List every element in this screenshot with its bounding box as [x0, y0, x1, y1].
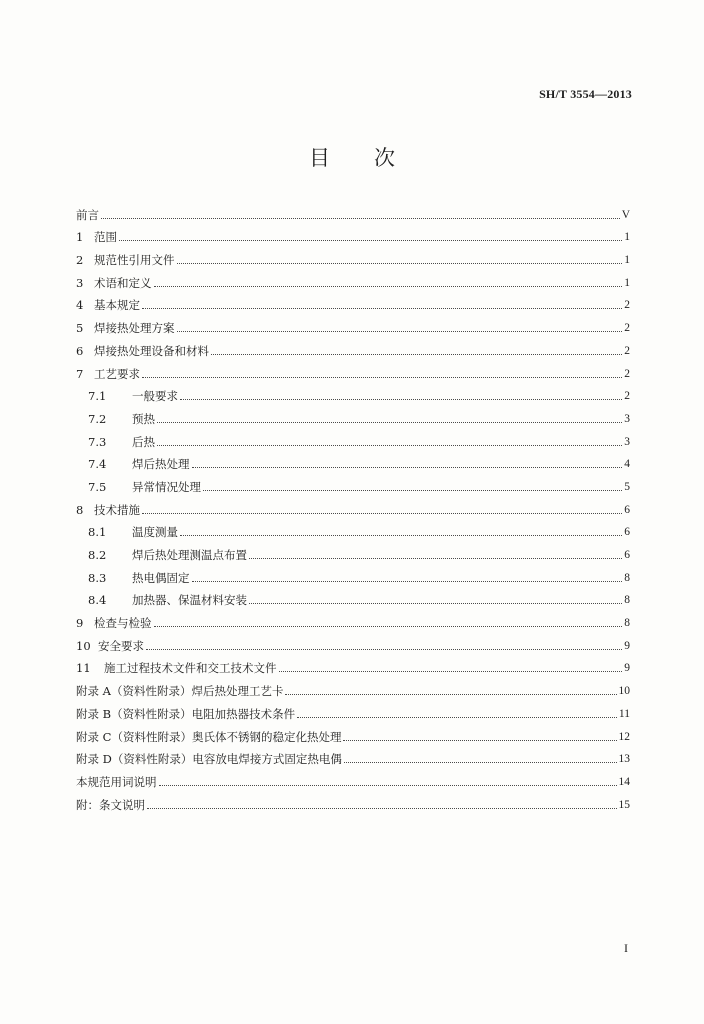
toc-dot-leader — [154, 286, 623, 287]
toc-entry-label: 附：条文说明 — [76, 797, 145, 812]
toc-dot-leader — [177, 263, 623, 264]
toc-entry[interactable] — [76, 607, 630, 630]
toc-entry-label: 技术措施 — [94, 502, 140, 517]
toc-entry-label: 预热 — [132, 411, 155, 426]
toc-entry-label: 后热 — [132, 434, 155, 449]
toc-entry-page-number: 10 — [618, 685, 630, 698]
toc-entry[interactable] — [76, 267, 630, 290]
toc-entry-page-number: 2 — [624, 322, 630, 335]
toc-entry-number: 5 — [76, 321, 84, 336]
toc-entry-page-number: 15 — [618, 798, 630, 811]
toc-entry[interactable] — [76, 789, 630, 812]
toc-entry[interactable] — [76, 585, 630, 608]
toc-entry-page-number: 2 — [624, 367, 630, 380]
toc-entry-number: 7.3 — [88, 434, 107, 449]
toc-entry[interactable] — [76, 562, 630, 585]
toc-entry-label: 范围 — [94, 230, 117, 245]
toc-entry-label: 焊后热处理 — [132, 457, 190, 472]
toc-entry-page-number: 8 — [624, 617, 630, 630]
toc-dot-leader — [180, 535, 622, 536]
toc-entry-label: 加热器、保温材料安装 — [132, 593, 247, 608]
toc-entry-label: 焊接热处理方案 — [94, 321, 175, 336]
toc-entry[interactable] — [76, 675, 630, 698]
toc-entry[interactable] — [76, 744, 630, 767]
toc-entry-label: 附录 D（资料性附录）电容放电焊接方式固定热电偶 — [76, 752, 342, 767]
toc-entry-label: 一般要求 — [132, 389, 178, 404]
toc-dot-leader — [142, 513, 622, 514]
toc-entry[interactable] — [76, 494, 630, 517]
toc-entry-page-number: 2 — [624, 299, 630, 312]
toc-dot-leader — [192, 467, 623, 468]
toc-entry-number: 10 — [76, 638, 91, 653]
toc-entry-number: 7.5 — [88, 479, 107, 494]
toc-entry-page-number: 1 — [624, 231, 630, 244]
toc-entry[interactable] — [76, 290, 630, 313]
toc-entry-number: 8.4 — [88, 593, 107, 608]
toc-entry-label: 附录 A（资料性附录）焊后热处理工艺卡 — [76, 684, 284, 699]
toc-entry-page-number: 6 — [624, 526, 630, 539]
toc-entry-number: 8.2 — [88, 548, 107, 562]
toc-entry-page-number: 4 — [624, 458, 630, 471]
toc-entry-label: 温度测量 — [132, 525, 178, 540]
toc-entry-page-number: 8 — [624, 594, 630, 607]
toc-entry-label: 前言 — [76, 207, 99, 222]
toc-entry-number: 2 — [76, 253, 84, 268]
toc-entry[interactable] — [76, 630, 630, 653]
toc-dot-leader — [147, 808, 617, 809]
toc-dot-leader — [279, 671, 623, 672]
toc-entry-label: 规范性引用文件 — [94, 253, 175, 268]
toc-entry-label: 安全要求 — [98, 638, 144, 653]
toc-entry-label: 术语和定义 — [94, 275, 152, 290]
toc-dot-leader — [146, 649, 622, 650]
toc-dot-leader — [249, 558, 622, 559]
toc-dot-leader — [157, 422, 622, 423]
toc-entry[interactable] — [76, 426, 630, 449]
toc-entry[interactable] — [76, 766, 630, 789]
toc-entry[interactable] — [76, 199, 630, 222]
toc-entry-label: 异常情况处理 — [132, 479, 201, 494]
toc-entry-label: 焊后热处理测温点布置 — [132, 548, 247, 562]
toc-entry-page-number: 14 — [618, 775, 630, 788]
toc-dot-leader — [119, 240, 622, 241]
toc-entry-number: 3 — [76, 275, 84, 290]
toc-entry-label: 本规范用词说明 — [76, 774, 157, 789]
toc-dot-leader — [101, 218, 620, 219]
toc-entry-page-number: 5 — [624, 480, 630, 493]
toc-dot-leader — [203, 490, 622, 491]
page-folio: I — [624, 941, 628, 955]
toc-entry-page-number: V — [621, 208, 630, 221]
toc-dot-leader — [142, 377, 622, 378]
toc-entry-page-number: 1 — [624, 254, 630, 267]
toc-entry[interactable] — [76, 244, 630, 267]
toc-dot-leader — [142, 308, 622, 309]
toc-dot-leader — [285, 694, 616, 695]
toc-entry[interactable] — [76, 449, 630, 472]
page-title: 目次 — [309, 146, 439, 170]
toc-entry-page-number: 2 — [624, 344, 630, 357]
toc-entry-label: 附录 C（资料性附录）奥氏体不锈钢的稳定化热处理 — [76, 729, 342, 744]
toc-entry-page-number: 6 — [624, 549, 630, 561]
toc-entry[interactable] — [76, 539, 630, 562]
standard-code: SH/T 3554—2013 — [539, 87, 632, 101]
toc-entry-number: 7.4 — [88, 457, 107, 472]
toc-entry-page-number: 2 — [624, 390, 630, 403]
toc-entry-number: 6 — [76, 343, 84, 358]
toc-entry-page-number: 1 — [624, 276, 630, 289]
toc-entry[interactable] — [76, 335, 630, 358]
toc-entry-label: 基本规定 — [94, 298, 140, 313]
toc-entry[interactable] — [76, 358, 630, 381]
toc-entry-label: 热电偶固定 — [132, 570, 190, 585]
toc-entry-label: 附录 B（资料性附录）电阻加热器技术条件 — [76, 706, 296, 721]
toc-entry-label: 检查与检验 — [94, 616, 152, 631]
toc-entry-number: 7.2 — [88, 411, 107, 426]
toc-entry-label: 工艺要求 — [94, 366, 140, 381]
toc-entry-number: 8.3 — [88, 570, 107, 585]
toc-entry[interactable] — [76, 222, 630, 245]
toc-dot-leader — [297, 717, 617, 718]
toc-entry-number: 11 — [76, 661, 91, 676]
toc-dot-leader — [159, 785, 617, 786]
toc-entry-page-number: 3 — [624, 412, 630, 425]
toc-entry[interactable] — [76, 312, 630, 335]
toc-entry[interactable] — [76, 517, 630, 540]
toc-entry-label: 施工过程技术文件和交工技术文件 — [104, 661, 277, 676]
toc-entry-page-number: 3 — [624, 435, 630, 448]
toc-dot-leader — [344, 762, 617, 763]
toc-dot-leader — [177, 331, 623, 332]
toc-entry-page-number: 6 — [624, 503, 630, 516]
toc-entry-page-number: 8 — [624, 571, 630, 584]
toc-entry-number: 8.1 — [88, 525, 107, 540]
toc-entry[interactable] — [76, 381, 630, 404]
toc-entry[interactable] — [76, 698, 630, 721]
toc-dot-leader — [154, 626, 623, 627]
toc-dot-leader — [249, 603, 622, 604]
toc-entry[interactable] — [76, 653, 630, 676]
toc-entry[interactable] — [76, 471, 630, 494]
toc-entry[interactable] — [76, 403, 630, 426]
toc-entry-number: 1 — [76, 230, 84, 245]
toc-entry-page-number: 11 — [618, 707, 630, 720]
toc-entry-page-number: 9 — [624, 639, 630, 652]
toc-entry-number: 9 — [76, 616, 84, 631]
toc-dot-leader — [192, 581, 623, 582]
toc-dot-leader — [180, 399, 622, 400]
toc-dot-leader — [211, 354, 622, 355]
table-of-contents — [76, 199, 630, 812]
toc-entry-number: 4 — [76, 298, 84, 313]
toc-entry-page-number: 12 — [618, 730, 630, 743]
toc-dot-leader — [343, 740, 616, 741]
toc-dot-leader — [157, 445, 622, 446]
toc-entry[interactable] — [76, 721, 630, 744]
toc-entry-number: 8 — [76, 502, 84, 517]
toc-entry-number: 7.1 — [88, 389, 107, 404]
toc-entry-label: 焊接热处理设备和材料 — [94, 343, 209, 358]
toc-entry-page-number: 13 — [618, 753, 630, 766]
toc-entry-number: 7 — [76, 366, 84, 381]
toc-entry-page-number: 9 — [624, 662, 630, 675]
